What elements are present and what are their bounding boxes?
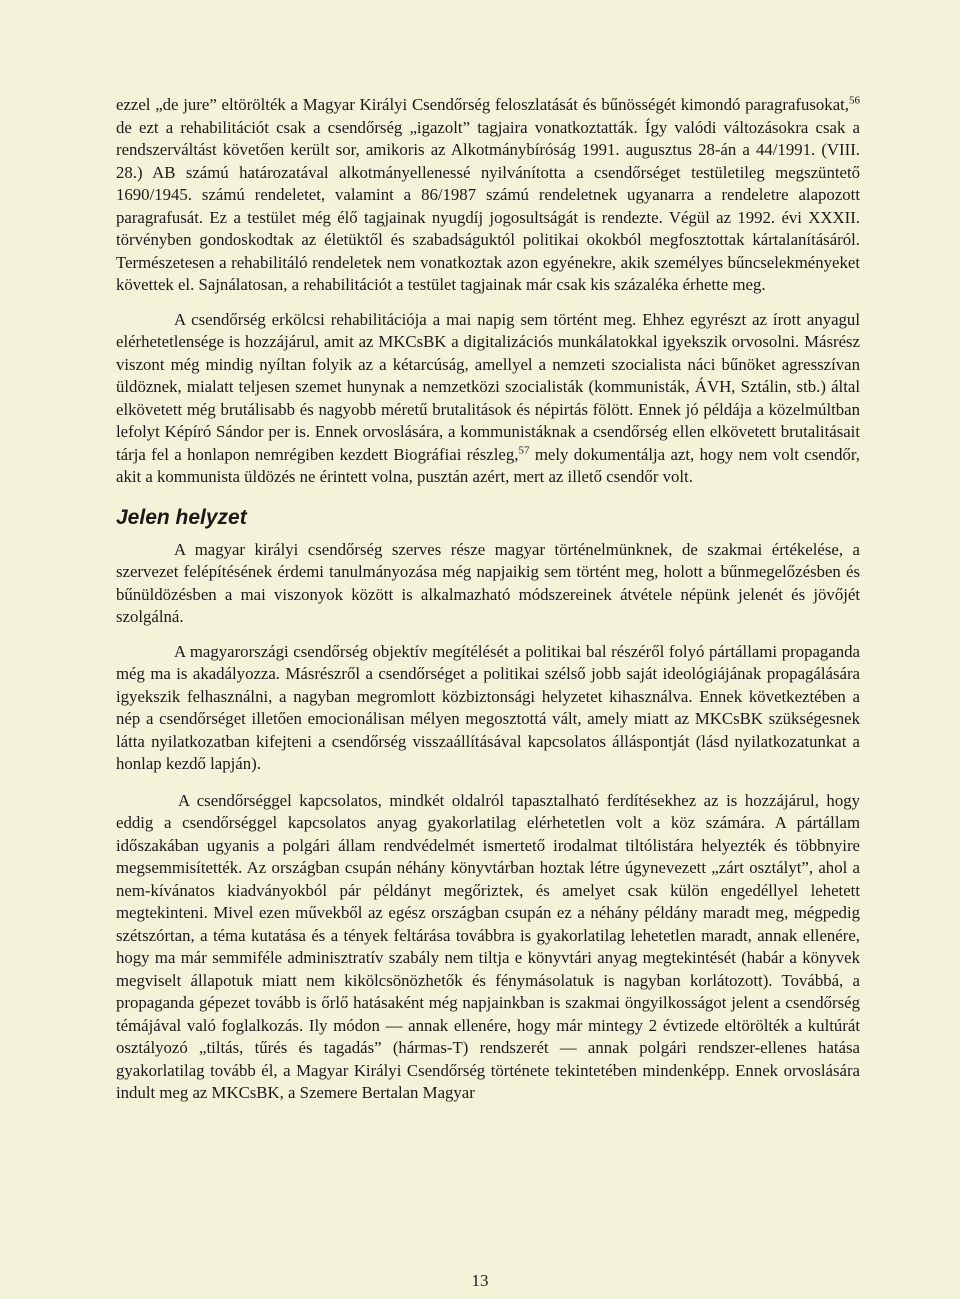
- footnote-marker-57[interactable]: 57: [518, 443, 530, 456]
- paragraph-1: [116, 94, 860, 297]
- page-number: 13: [471, 1271, 489, 1290]
- paragraph-2: [116, 309, 860, 489]
- footnote-marker-56[interactable]: 56: [849, 94, 860, 107]
- paragraph-1-text-a: ezzel „de jure” eltörölték a Magyar Királyi Csendőrség feloszlatását és bűnösségét kimondó paragrafusokat,: [116, 95, 849, 114]
- paragraph-3: A magyar királyi csendőrség szerves része magyar történelmünknek, de szakmai értékelése, a szervezet felépítésének érdemi tanulmányozása még napjaikig sem történt meg, holott a bűnmegelőzésben és bűnüldözésben a mai viszonyok között is alkalmazható módszereinek átvétele népünk jelenét és jövőjét szolgálná.: [116, 539, 860, 626]
- paragraph-2-text-b: mely dokumentálja azt, hogy nem volt csendőr, akit a kommunista üldözés ne érintett volna, pusztán azért, mert az illető csendőr volt.: [116, 444, 860, 486]
- paragraph-4: A magyarországi csendőrség objektív megítélését a politikai bal részéről folyó pártállami propaganda még ma is akadályozza. Másrészről a csendőrséget a politikai szélső jobb saját ideológiájának propagálására igyekszik felhasználni, a nagyban megromlott közbiztonsági helyzetet kihasználva. Ennek következtében a nép a csendőrséget illetően emocionálisan mélyen megosztottá vált, amely miatt az MKCsBK szükségesnek látta nyilatkozatban kifejteni a csendőrség visszaállításával kapcsolatos álláspontját (lásd nyilatkozatunkat a honlap kezdő lapján).: [116, 641, 860, 773]
- section-heading: Jelen helyzet: [116, 505, 247, 529]
- paragraph-2-text-a: A csendőrség erkölcsi rehabilitációja a mai napig sem történt meg. Ehhez egyrészt az írott anyagul elérhetetlensége is hozzájárul, amit az MKCsBK a digitalizációs munkálatokkal igyekszik orvosolni. Másrész viszont még mindig nyíltan folyik az a kétarcúság, amellyel a nemzeti szocialista náci bűnöket agresszívan üldöznek, mialatt teljesen szemet hunynak a nemzetközi szocialisták (kommunisták, ÁVH, Sztálin, stb.) által elkövetett még brutálisabb és nagyobb méretű brutalitások és népirtás fölött. Ennek jó példája a közelmúltban lefolyt Képíró Sándor per is. Ennek orvoslására, a kommunistáknak a csendőrség ellen elkövetett brutalitásait tárja fel a honlapon nemrégiben kezdett Biográfiai részleg,: [116, 309, 860, 464]
- paragraph-5: A csendőrséggel kapcsolatos, mindkét oldalról tapasztalható ferdítésekhez az is hozzájárul, hogy eddig a csendőrséggel kapcsolatos anyag gyakorlatilag elérhetetlen volt a köz számára. A pártállam időszakában ugyanis a polgári állam rendvédelmét ismertető irodalmat tiltólistára helyezték és többnyire megsemmisítették. Az országban csupán néhány könyvtárban hoztak létre úgynevezett „zárt osztályt”, ahol a nem-kívánatos kiadványokból pár példányt megőriztek, és amelyet csak külön engedéllyel lehetett megtekinteni. Mivel ezen művekből az egész országban csupán ez a néhány példány maradt meg, mégpedig szétszórtan, a téma kutatása és a tények feltárása továbbra is gyakorlatilag lehetetlen maradt, annak ellenére, hogy ma már semmiféle adminisztratív szabály nem tiltja e könyvtári anyag megtekintését (habár a könyvek megviselt állapotuk miatt nem kikölcsönözhetők és fénymásolatuk is nagyban korlátozott). Továbbá, a propaganda gépezet tovább is őrlő hatásaként még napjainkban is szakmai öngyilkosságot jelent a csendőrség témájával való foglalkozás. Ily módon — annak ellenére, hogy már mintegy 2 évtizede eltörölték a kultúrát osztályozó „tiltás, tűrés és tagadás” (hármas-T) rendszerét — annak polgári rendszer-ellenes hatása gyakorlatilag tovább él, a Magyar Királyi Csendőrség története tekintetében mindenképp. Ennek orvoslására indult meg az MKCsBK, a Szemere Bertalan Magyar: [116, 790, 860, 1102]
- paragraph-1-text-b: de ezt a rehabilitációt csak a csendőrség „igazolt” tagjaira vonatkoztatták. Így valódi változásokra csak a rendszerváltást követően került sor, amikoris az Alkotmánybíróság 1991. augusztus 28-án a 44/1991. (VIII. 28.) AB számú határozatával alkotmányellenessé nyilvánította a csendőrséget testületileg megszüntető 1690/1945. számú rendeletet, valamint a 86/1987 számú rendeletnek ugyanarra a rendeletre alapozott paragrafusát. Ez a testület még élő tagjainak nyugdíj jogosultságát is rendezte. Végül az 1992. évi XXXII. törvényben gondoskodtak az életüktől és szabadságuktól politikai okokból megfosztottak kártalanításáról. Természetesen a rehabilitáló rendeletek nem vonatkoztak azon egyénekre, akik személyes bűncselekményeket követtek el. Sajnálatosan, a rehabilitációt a testület tagjainak már csak kis százaléka érhette meg.: [116, 117, 860, 294]
